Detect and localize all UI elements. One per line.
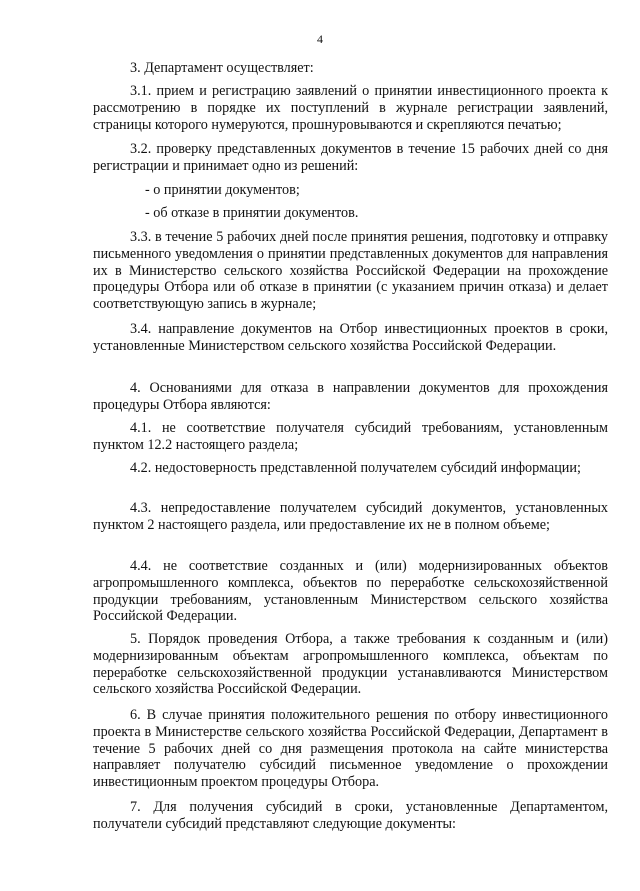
paragraph-5: 5. Порядок проведения Отбора, а также требования к созданным и (или) модернизированным объектам агропромышленного комплекса, объектам по переработке сельскохозяйственной продукции устанавливаются Министерством сельского хозяйства Российской Федерации. — [93, 631, 608, 698]
paragraph-4-4: 4.4. не соответствие созданных и (или) модернизированных объектов агропромышленного комплекса, объектов по переработке сельскохозяйственной продукции требованиям, установленным Министерством сельского хозяйства Российской Федерации. — [93, 558, 608, 625]
bullet-accept: - о принятии документов; — [145, 182, 300, 198]
paragraph-6: 6. В случае принятия положительного решения по отбору инвестиционного проекта в Министерстве сельского хозяйства Российской Федерации, Департамент в течение 5 рабочих дней со дня размещения протокола на сайте министерства направляет получателю субсидий письменное уведомление о прохождении инвестиционным проектом процедуры Отбора. — [93, 707, 608, 791]
paragraph-7: 7. Для получения субсидий в сроки, установленные Департаментом, получатели субсидий представляют следующие документы: — [93, 799, 608, 832]
page-number: 4 — [317, 32, 323, 46]
paragraph-3-3: 3.3. в течение 5 рабочих дней после принятия решения, подготовку и отправку письменного уведомления о принятии представленных документов для направления их в Министерство сельского хозяйства Российской Федерации на прохождение процедуры Отбора или об отказе в принятии (с указанием причин отказа) и делает соответствующую запись в журнале; — [93, 229, 608, 313]
paragraph-3-1: 3.1. прием и регистрацию заявлений о принятии инвестиционного проекта к рассмотрению в порядке их поступлений в журнале регистрации заявлений, страницы которого нумеруются, прошнуровываются и скрепляются печатью; — [93, 83, 608, 133]
paragraph-3-4: 3.4. направление документов на Отбор инвестиционных проектов в сроки, установленные Министерством сельского хозяйства Российской Федерации. — [93, 321, 608, 354]
paragraph-4-2: 4.2. недостоверность представленной получателем субсидий информации; — [130, 460, 581, 476]
paragraph-4: 4. Основаниями для отказа в направлении документов для прохождения процедуры Отбора являются: — [93, 380, 608, 413]
paragraph-3-2: 3.2. проверку представленных документов в течение 15 рабочих дней со дня регистрации и принимает одно из решений: — [93, 141, 608, 174]
paragraph-4-3: 4.3. непредоставление получателем субсидий документов, установленных пунктом 2 настоящего раздела, или предоставление их не в полном объеме; — [93, 500, 608, 533]
paragraph-4-1: 4.1. не соответствие получателя субсидий требованиям, установленным пунктом 12.2 настоящего раздела; — [93, 420, 608, 453]
paragraph-3: 3. Департамент осуществляет: — [130, 60, 314, 76]
bullet-reject: - об отказе в принятии документов. — [145, 205, 359, 221]
